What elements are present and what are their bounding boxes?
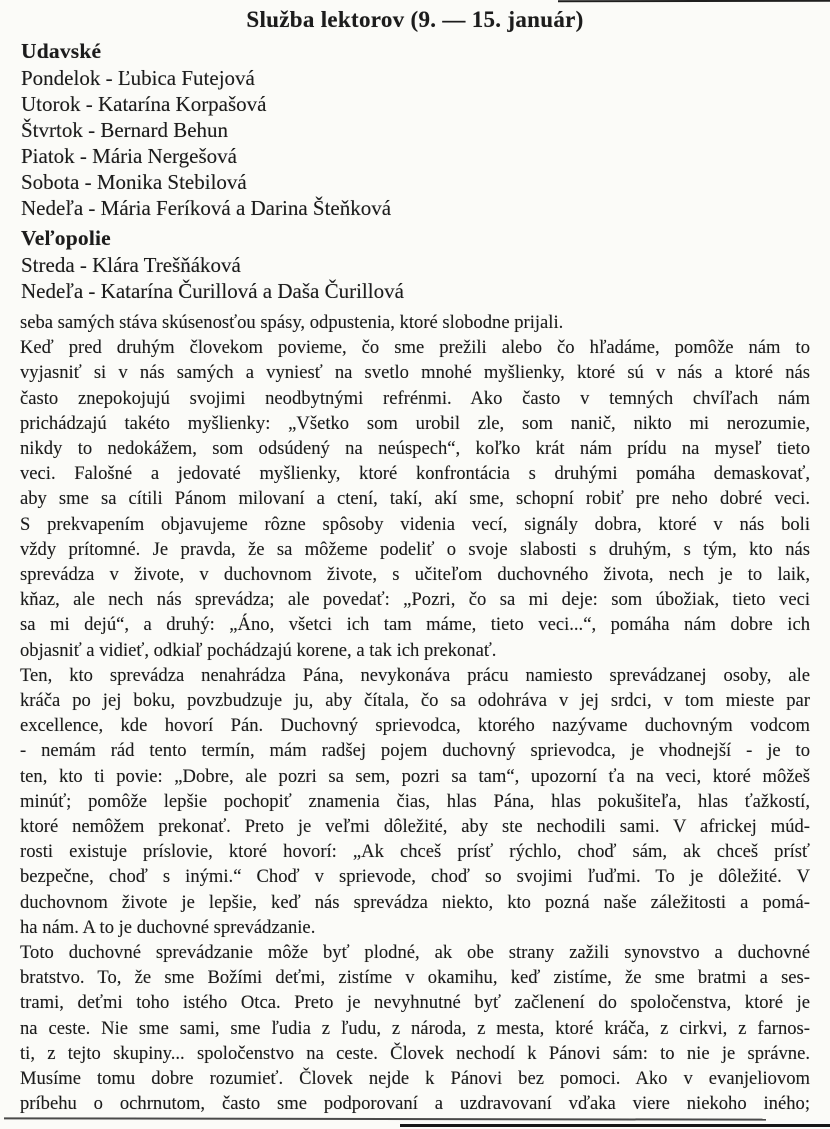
text-line: S prekvapením objavujeme rôzne spôsoby videnia vecí, signály dobra, ktoré v nás boli [20,513,810,535]
text-line: Ten, kto sprevádza nenahrádza Pána, nevykonáva prácu namiesto sprevádzanej osoby, ale [20,664,810,686]
article-text [20,310,810,1117]
text-line: trami, deťmi toho istého Otca. Preto je nevyhnutné byť začlenení do spoločenstva, ktoré je [20,992,810,1014]
schedule-entry: Nedeľa - Mária Feríková a Darina Šteňková [21,196,392,220]
scan-edge-line-bottom [4,1117,766,1120]
schedule-section-heading: Udavské [21,39,102,63]
text-line: sprevádza v živote, v duchovnom živote, s učiteľom duchovného života, nech je to laik, [20,564,810,586]
text-line: seba samých stáva skúsenosťou spásy, odpustenia, ktoré slobodne prijali. [20,312,564,333]
paragraph [20,940,810,1116]
text-line: ktoré nemôžem prekonať. Preto je veľmi dôležité, aby ste nechodili sami. V africkej múd- [20,816,810,838]
text-line: bratstvo. To, že sme Božími deťmi, zistíme v okamihu, keď zistíme, že sme bratmi a ses- [20,967,810,989]
schedule-entry: Piatok - Mária Nergešová [21,144,237,168]
schedule-entry: Nedeľa - Katarína Čurillová a Daša Čurillová [21,279,404,303]
scan-edge-line-bottom-2 [400,1124,830,1127]
page-title: Služba lektorov (9. — 15. január) [246,7,584,32]
text-line: aby sme sa cítili Pánom milovaní a ctení, takí, akí sme, schopní robiť pre neho dobré veci. [20,488,810,510]
schedule-entry: Utorok - Katarína Korpašová [21,92,267,116]
paragraph [20,335,810,663]
text-line: veci. Falošné a jedovaté myšlienky, ktoré konfrontácia s druhými pomáha demaskovať, [20,463,810,485]
text-line: objasniť a vidieť, odkiaľ pochádzajú korene, a tak ich prekonať. [20,639,497,661]
text-line: prichádzajú takéto myšlienky: „Všetko som urobil zle, som nanič, nikto mi nerozumie, [20,412,810,434]
text-line: na ceste. Nie sme sami, sme ľudia z ľudu, z národa, z mesta, ktoré kráča, z cirkvi, z farnos- [20,1017,810,1039]
schedule-entry: Sobota - Monika Stebilová [21,170,247,194]
text-line: minúť; pomôže lepšie pochopiť znamenia čias, hlas Pána, hlas pokušiteľa, hlas ťažkostí, [20,790,810,812]
text-line: kňaz, ale nech nás sprevádza; ale povedať: „Pozri, čo sa mi deje: som úbožiak, tieto veci [20,589,810,611]
paragraph [20,310,810,335]
text-line: ha nám. A to je duchovné sprevádzanie. [20,916,316,938]
text-line: Toto duchovné sprevádzanie môže byť plodné, ak obe strany zažili synovstvo a duchovné [20,942,810,964]
schedule-entry: Štvrtok - Bernard Behun [21,118,229,142]
paragraph [20,663,810,940]
text-line: Keď pred druhým človekom povieme, čo sme prežili alebo čo hľadáme, pomôže nám to [20,337,810,359]
lector-schedule [21,38,810,304]
text-line: príbehu o ochrnutom, často sme podporovaní a uzdravovaní vďaka viere niekoho iného; [20,1093,810,1115]
text-line: Musíme tomu dobre rozumieť. Človek nejde k Pánovi bez pomoci. Ako v evanjeliovom [20,1068,810,1090]
text-line: duchovnom živote je lepšie, keď nás sprevádza niekto, kto pozná naše záležitosti a pomá- [20,891,810,913]
text-line: ten, kto ti povie: „Dobre, ale pozri sa sem, pozri sa tam“, upozorní ťa na veci, ktoré môžeš [20,765,810,787]
text-line: bezpečne, choď s inými.“ Choď v sprievode, choď so svojimi ľuďmi. To je dôležité. V [20,866,810,888]
text-line: - nemám rád tento termín, mám radšej pojem duchovný sprievodca, je vhodnejší - je to [20,740,810,762]
schedule-entry: Streda - Klára Trešňáková [21,253,241,277]
text-line: kráča po jej boku, povzbudzuje ju, aby čítala, čo sa odohráva v jej srdci, v tom mieste par [20,690,810,712]
schedule-entry: Pondelok - Ľubica Futejová [21,66,255,90]
text-line: vždy prítomné. Je pravda, že sa môžeme podeliť o svoje slabosti s druhým, s tým, kto nás [20,538,810,560]
schedule-section-heading: Veľopolie [21,226,111,250]
text-line: sa mi dejú“, a druhý: „Áno, všetci ich tam máme, tieto veci...“, pomáha nám dobre ich [20,614,810,636]
text-line: rosti existuje príslovie, ktoré hovorí: „Ak chceš prísť rýchlo, choď sám, ak chceš prísť [20,841,810,863]
text-line: vyjasniť si v nás samých a vyniesť na svetlo mnohé myšlienky, ktoré sú v nás a ktoré nás [20,362,810,384]
text-line: často znepokojujú svojimi neodbytnými refrénmi. Ako často v temných chvíľach nám [20,387,810,409]
text-line: ti, z tejto skupiny... spoločenstvo na ceste. Človek nechodí k Pánovi sám: to nie je správne. [20,1042,810,1064]
text-line: nikdy to nedokážem, som odsúdený na neúspech“, koľko krát nám prídu na myseľ tieto [20,438,810,460]
text-line: excellence, kde hovorí Pán. Duchovný sprievodca, ktorého nazývame duchovným vodcom [20,715,810,737]
